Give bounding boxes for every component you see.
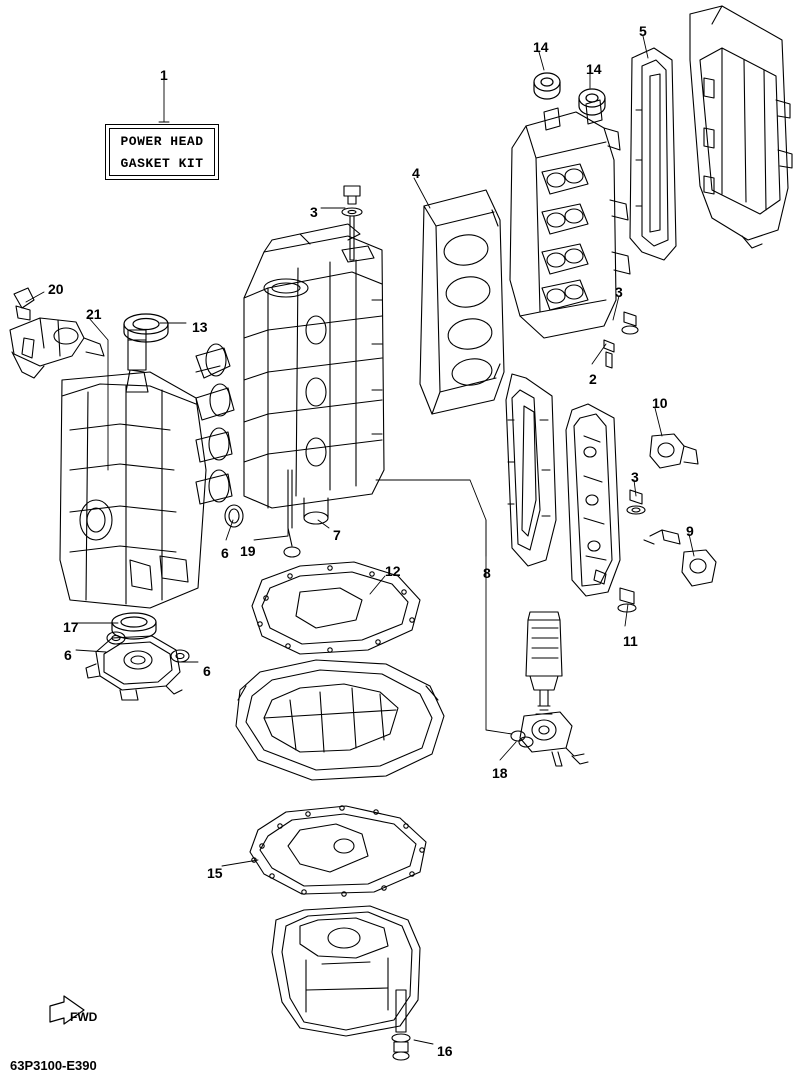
callout-5: 5 (639, 23, 647, 39)
part-14-valve-seals (534, 73, 605, 115)
callout-12: 12 (385, 563, 401, 579)
callout-3b: 3 (615, 284, 623, 300)
part-oil-filter (526, 612, 562, 714)
part-5-valve-cover-gasket (630, 48, 676, 260)
callout-16: 16 (437, 1043, 453, 1059)
kit-label-line1: POWER HEAD (120, 133, 204, 149)
part-15-gasket (250, 806, 426, 896)
part-upper-case (236, 660, 444, 780)
part-20-21-thermostat-cover (10, 288, 104, 378)
part-6-o-ring-c (171, 650, 189, 662)
part-4-cylinder-head-gasket (420, 190, 504, 414)
callout-19: 19 (240, 543, 256, 559)
callout-1: 1 (160, 67, 168, 83)
kit-label-line2: GASKET KIT (120, 155, 204, 171)
callout-10: 10 (652, 395, 668, 411)
callout-17: 17 (63, 619, 79, 635)
callout-3a: 3 (310, 204, 318, 220)
callout-15: 15 (207, 865, 223, 881)
part-6-o-ring-a (225, 505, 243, 527)
callout-18: 18 (492, 765, 508, 781)
diagram-code: 63P3100-E390 (10, 1058, 97, 1073)
callout-6c: 6 (203, 663, 211, 679)
part-3-bolts-head (604, 312, 638, 368)
callout-6b: 6 (64, 647, 72, 663)
power-head-gasket-kit-box (105, 124, 219, 180)
callout-14b: 14 (586, 61, 602, 77)
part-cylinder-head (510, 100, 630, 338)
part-lower-housing (86, 636, 182, 700)
callout-8: 8 (483, 565, 491, 581)
part-cylinder-block (244, 224, 384, 557)
callout-14a: 14 (533, 39, 549, 55)
callout-4: 4 (412, 165, 420, 181)
part-lower-oil-pan (272, 906, 420, 1060)
callout-21: 21 (86, 306, 102, 322)
callout-6a: 6 (221, 545, 229, 561)
callout-13: 13 (192, 319, 208, 335)
part-exhaust-cover-assembly (60, 330, 234, 608)
callout-3c: 3 (631, 469, 639, 485)
part-17-o-ring (112, 613, 156, 639)
callout-9: 9 (686, 523, 694, 539)
callout-7: 7 (333, 527, 341, 543)
part-valve-cover (690, 6, 792, 248)
fwd-label: FWD (70, 1010, 98, 1024)
callout-20: 20 (48, 281, 64, 297)
part-8-exhaust-cover (506, 374, 556, 566)
callout-2: 2 (589, 371, 597, 387)
callout-11: 11 (623, 633, 638, 649)
part-side-cover-assembly (566, 404, 716, 612)
part-18-oil-pump (511, 712, 588, 766)
